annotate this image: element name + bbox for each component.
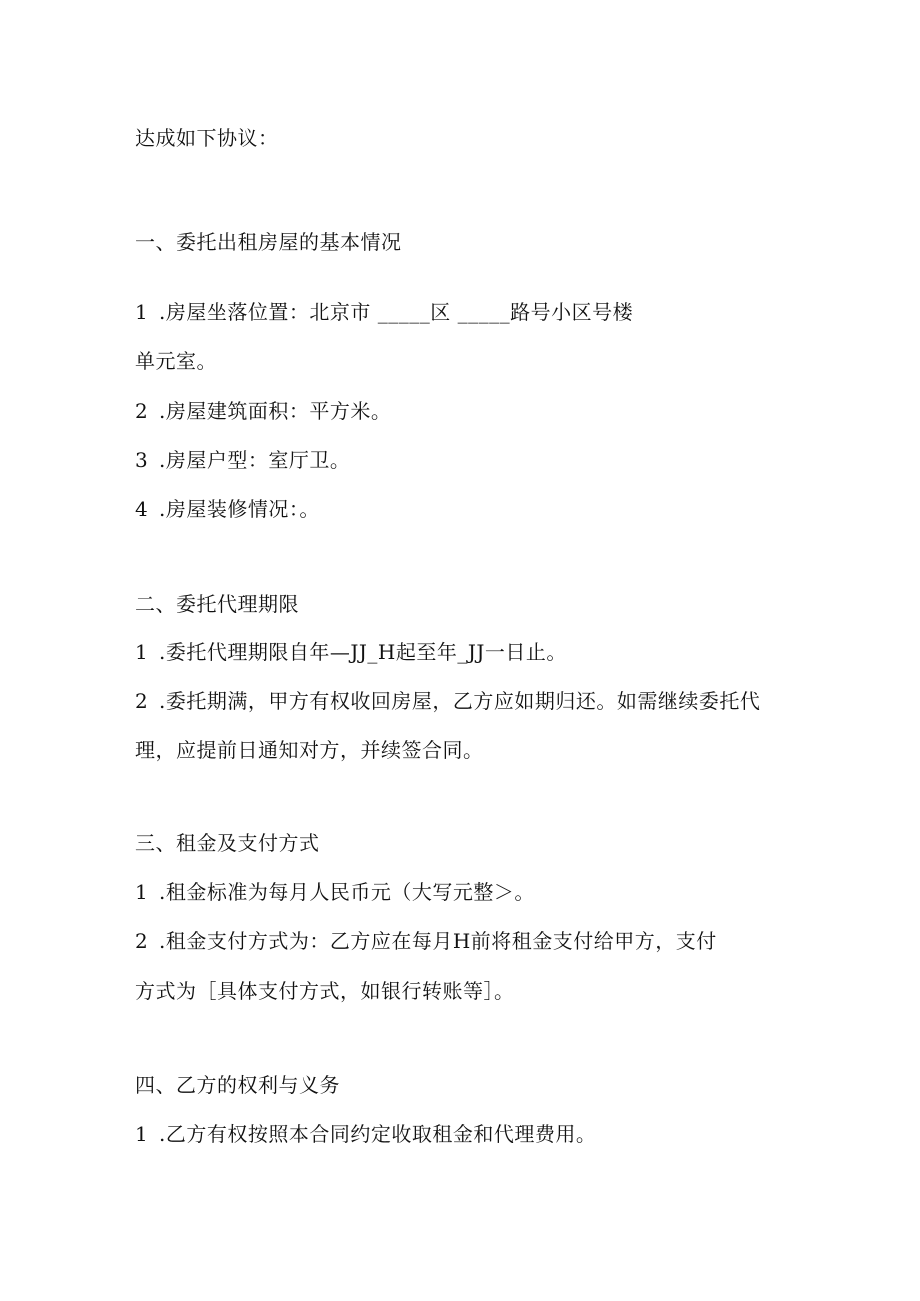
section-heading: 三、租金及支付方式	[135, 831, 320, 855]
clause-line	[135, 1120, 596, 1148]
intro-text: 达成如下协议：	[135, 126, 279, 150]
clause-text: .房屋装修情况：。	[159, 497, 320, 521]
clause-text: .租金支付方式为：乙方应在每月H前将租金支付给甲方，支付	[159, 929, 717, 953]
clause-line	[135, 638, 567, 666]
clause-continuation: 单元室。	[135, 349, 217, 373]
clause-text: .乙方有权按照本合同约定收取租金和代理费用。	[159, 1122, 597, 1146]
clause-line	[135, 495, 320, 523]
clause-line	[135, 687, 760, 715]
clause-number: 2	[135, 689, 149, 713]
clause-line	[135, 298, 633, 326]
clause-text: .房屋户型：室厅卫。	[159, 448, 351, 472]
clause-number: 1	[135, 640, 149, 664]
clause-line	[135, 878, 535, 906]
clause-number: 1	[135, 1122, 149, 1146]
clause-line	[135, 397, 391, 425]
section-heading: 一、委托出租房屋的基本情况	[135, 230, 402, 254]
section-heading: 二、委托代理期限	[135, 592, 299, 616]
clause-continuation: 方式为［具体支付方式，如银行转账等］。	[135, 979, 515, 1003]
clause-number: 2	[135, 929, 149, 953]
clause-continuation: 理，应提前日通知对方，并续签合同。	[135, 738, 484, 762]
section-heading: 四、乙方的权利与义务	[135, 1073, 340, 1097]
clause-number: 4	[135, 497, 149, 521]
clause-line	[135, 927, 717, 955]
clause-number: 1	[135, 880, 149, 904]
clause-text: .租金标准为每月人民币元（大写元整＞。	[159, 880, 535, 904]
clause-line	[135, 446, 350, 474]
clause-number: 2	[135, 399, 149, 423]
clause-text: .委托代理期限自年—JJ_H起至年_JJ一日止。	[159, 640, 567, 664]
clause-text: .房屋建筑面积：平方米。	[159, 399, 392, 423]
clause-number: 3	[135, 448, 149, 472]
clause-number: 1	[135, 300, 149, 324]
clause-text: .委托期满，甲方有权收回房屋，乙方应如期归还。如需继续委托代	[159, 689, 761, 713]
clause-text: .房屋坐落位置：北京市 _____区 _____路号小区号楼	[159, 300, 634, 324]
